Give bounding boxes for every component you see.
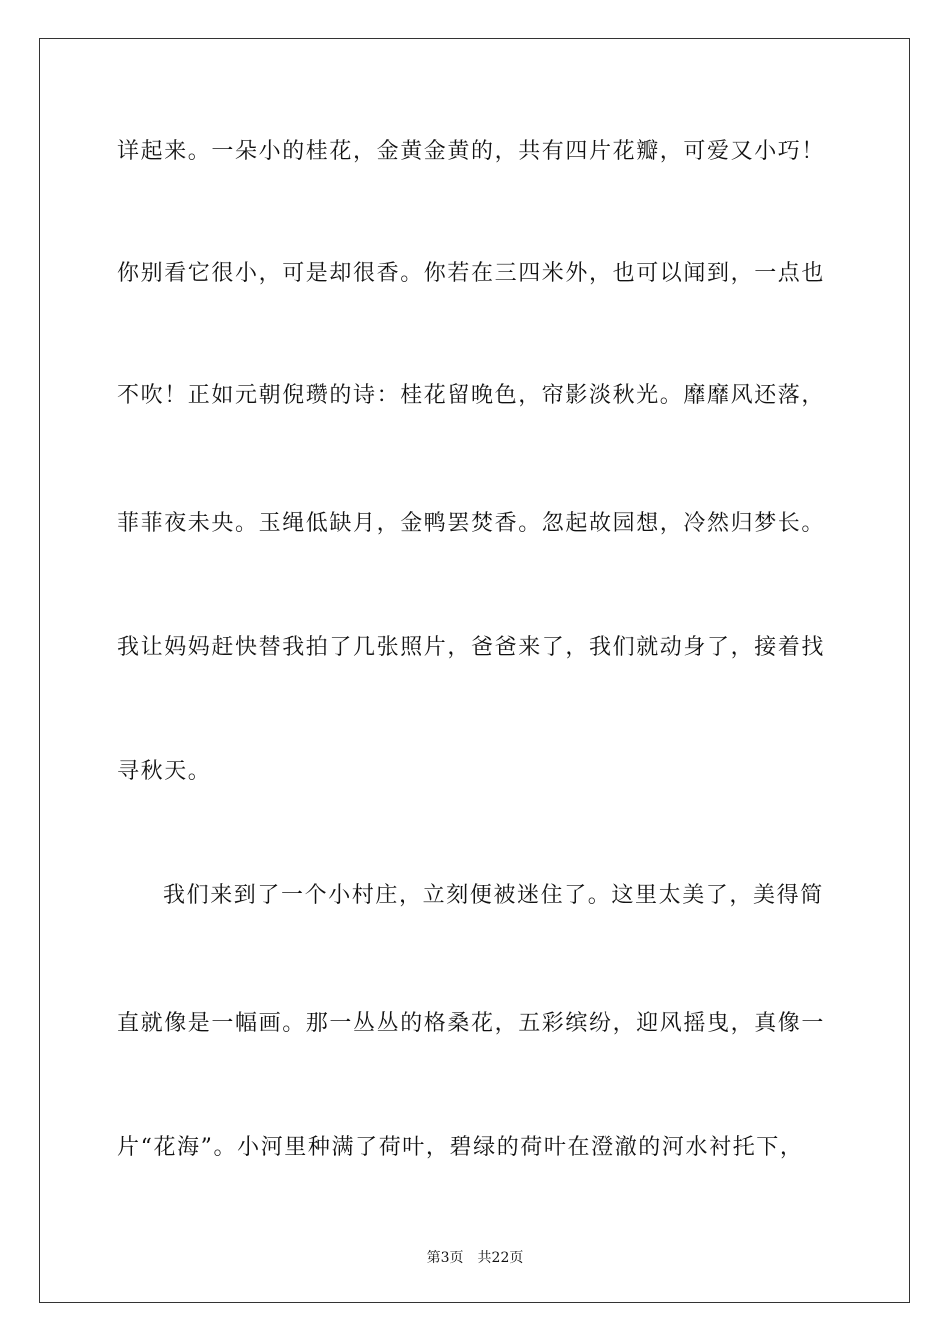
- paragraph-line: 详起来。一朵小的桂花，金黄金黄的，共有四片花瓣，可爱又小巧！: [117, 139, 826, 164]
- paragraph-line-indented: 我们来到了一个小村庄，立刻便被迷住了。这里太美了，美得简: [163, 883, 824, 908]
- paragraph-line: 不吹！正如元朝倪瓒的诗：桂花留晚色，帘影淡秋光。靡靡风还落，: [117, 383, 826, 408]
- paragraph-line: 直就像是一幅画。那一丛丛的格桑花，五彩缤纷，迎风摇曳，真像一: [117, 1011, 826, 1036]
- page-total: 共22页: [477, 1250, 524, 1266]
- page-border: [39, 38, 910, 1303]
- paragraph-line: 寻秋天。: [117, 759, 212, 784]
- paragraph-line: 我让妈妈赶快替我拍了几张照片，爸爸来了，我们就动身了，接着找: [117, 635, 826, 660]
- page-footer: [0, 1249, 950, 1267]
- paragraph-line: 片“花海”。小河里种满了荷叶，碧绿的荷叶在澄澈的河水衬托下，: [117, 1135, 804, 1160]
- page-number: 第3页: [426, 1250, 464, 1266]
- paragraph-line: 你别看它很小，可是却很香。你若在三四米外，也可以闻到，一点也: [117, 261, 826, 286]
- paragraph-line: 菲菲夜未央。玉绳低缺月，金鸭罢焚香。忽起故园想，冷然归梦长。: [117, 511, 826, 536]
